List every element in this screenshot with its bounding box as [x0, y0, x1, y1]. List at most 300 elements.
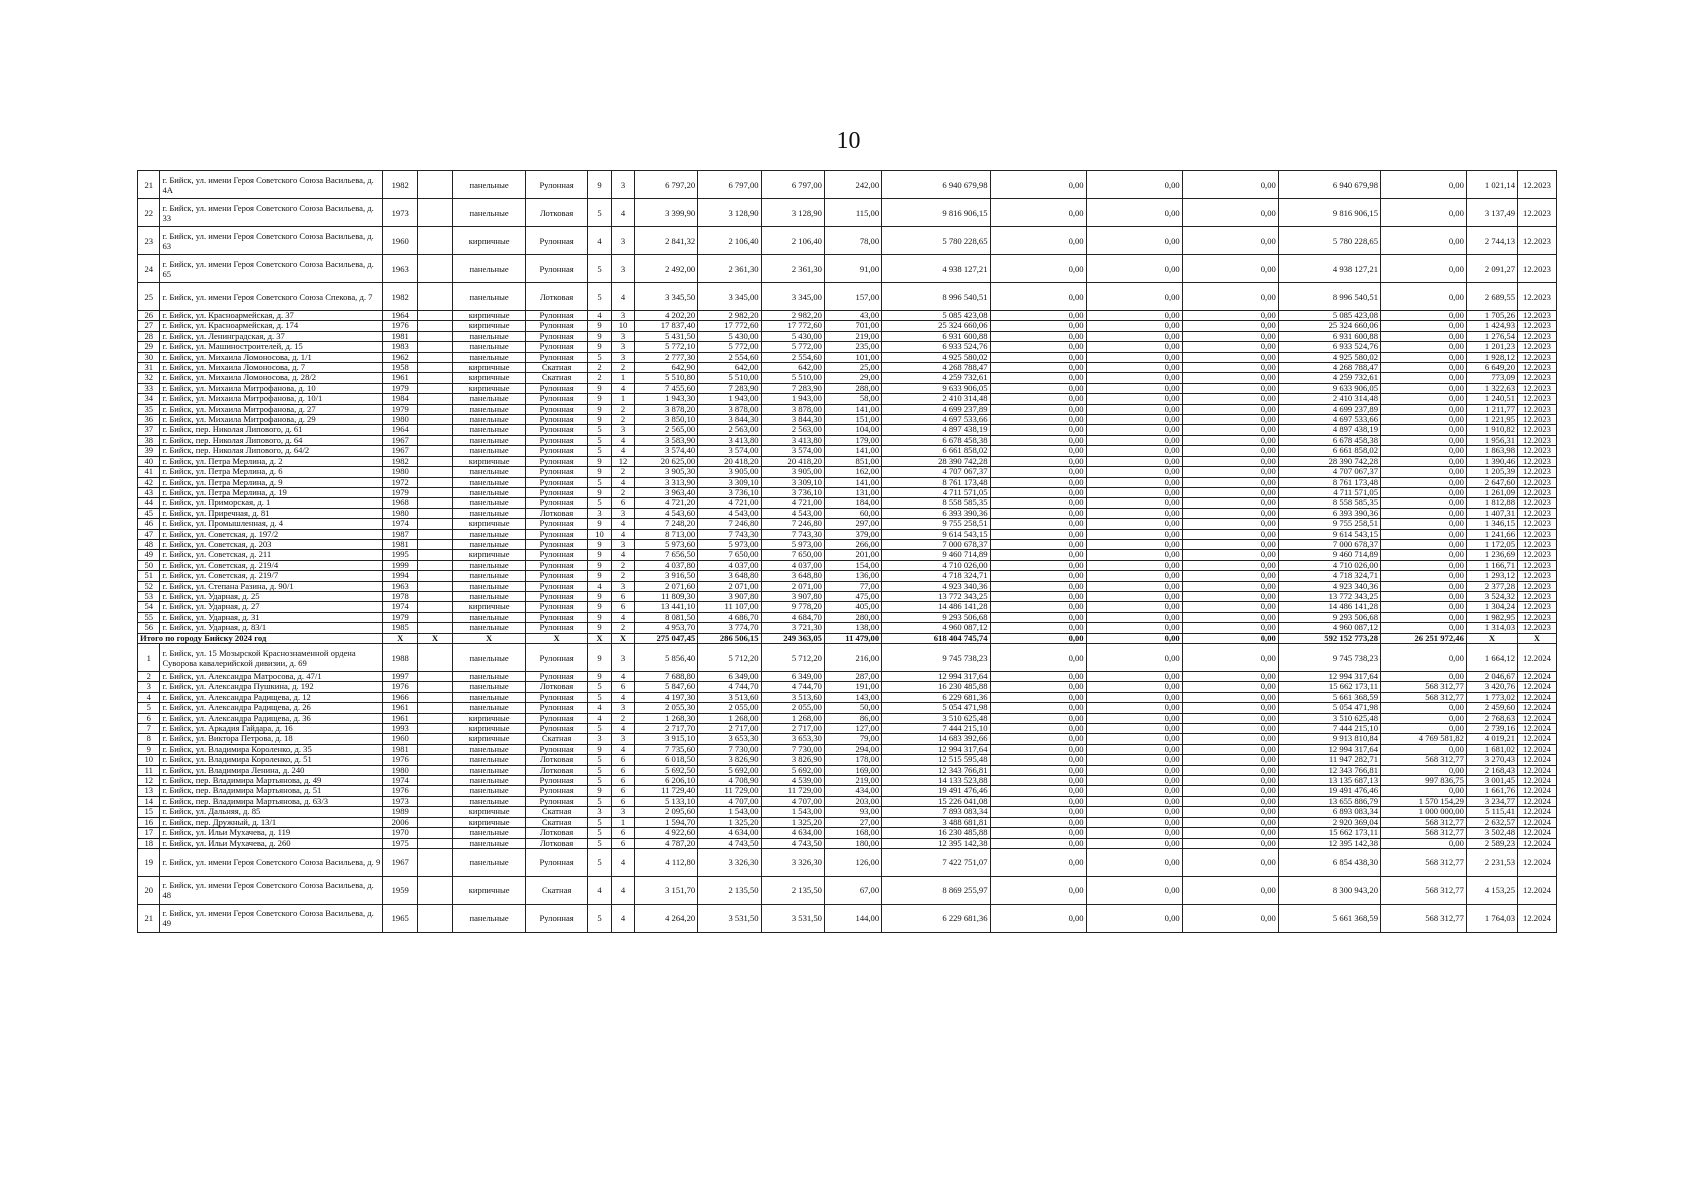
completion-date-cell: 12.2024	[1518, 703, 1557, 713]
total-unit-cost: X	[1466, 633, 1517, 643]
completion-date-cell: 12.2023	[1518, 415, 1557, 425]
total-area-cell: 5 133,10	[634, 796, 697, 806]
blank-cell-cell	[418, 477, 453, 487]
total-cost-cell: 4 697 533,66	[882, 415, 990, 425]
living-area-cell: 3 907,80	[698, 591, 761, 601]
residents-cell: 288,00	[824, 383, 881, 393]
table-row	[138, 383, 1557, 393]
total-area-cell: 4 721,20	[634, 498, 697, 508]
entrances-cell: 6	[612, 786, 634, 796]
row-number-cell: 46	[138, 519, 160, 529]
address-cell: г. Бийск, ул. Михаила Ломоносова, д. 28/2	[160, 373, 383, 383]
completion-date-cell: 12.2023	[1518, 477, 1557, 487]
roof-type-cell: Скатная	[526, 876, 587, 904]
owners-funds-cell: 4 923 340,36	[1278, 581, 1380, 591]
other-funds-cell: 0,00	[1381, 623, 1467, 633]
total-cost-cell: 9 816 906,15	[882, 199, 990, 227]
completion-date-cell: 12.2023	[1518, 602, 1557, 612]
address-cell: г. Бийск, пер. Владимира Мартьянова, д. 51	[160, 786, 383, 796]
other-funds-cell: 0,00	[1381, 415, 1467, 425]
floors-cell: 5	[587, 199, 612, 227]
completion-date-cell: 12.2023	[1518, 311, 1557, 321]
blank-cell-cell	[418, 765, 453, 775]
fund-share-cell: 0,00	[990, 848, 1086, 876]
owners-funds-cell: 19 491 476,46	[1278, 786, 1380, 796]
table-row	[138, 435, 1557, 445]
total-area-cell: 4 202,20	[634, 311, 697, 321]
roof-type-cell: Рулонная	[526, 227, 587, 255]
unit-cost-cell: 1 346,15	[1466, 519, 1517, 529]
wall-material-cell: панельные	[452, 755, 526, 765]
other-funds-cell: 997 836,75	[1381, 776, 1467, 786]
roof-type-cell: Рулонная	[526, 713, 587, 723]
regional-share-cell: 0,00	[1086, 321, 1182, 331]
other-funds-cell: 0,00	[1381, 227, 1467, 255]
completion-date-cell: 12.2023	[1518, 539, 1557, 549]
year-built-cell: 1994	[383, 571, 418, 581]
fund-share-cell: 0,00	[990, 425, 1086, 435]
total-cost-cell: 13 772 343,25	[882, 591, 990, 601]
residential-area-cell: 2 554,60	[761, 352, 824, 362]
total-cost-cell: 4 923 340,36	[882, 581, 990, 591]
table-row	[138, 776, 1557, 786]
residents-cell: 138,00	[824, 623, 881, 633]
entrances-cell: 3	[612, 734, 634, 744]
local-share-cell: 0,00	[1182, 644, 1278, 672]
residential-area-cell: 4 684,70	[761, 612, 824, 622]
blank-cell-cell	[418, 786, 453, 796]
table-row	[138, 199, 1557, 227]
regional-share-cell: 0,00	[1086, 612, 1182, 622]
table-row	[138, 602, 1557, 612]
owners-funds-cell: 6 678 458,38	[1278, 435, 1380, 445]
total-cost-cell: 16 230 485,88	[882, 682, 990, 692]
address-cell: г. Бийск, ул. имени Героя Советского Союза Васильева, д. 48	[160, 876, 383, 904]
fund-share-cell: 0,00	[990, 529, 1086, 539]
address-cell: г. Бийск, пер. Владимира Мартьянова, д. 49	[160, 776, 383, 786]
wall-material-cell: панельные	[452, 404, 526, 414]
floors-cell: 3	[587, 508, 612, 518]
floors-cell: 5	[587, 692, 612, 702]
regional-share-cell: 0,00	[1086, 529, 1182, 539]
residential-area-cell: 5 430,00	[761, 331, 824, 341]
floors-cell: 3	[587, 734, 612, 744]
table-row	[138, 539, 1557, 549]
living-area-cell: 5 510,00	[698, 373, 761, 383]
entrances-cell: 2	[612, 623, 634, 633]
unit-cost-cell: 1 424,93	[1466, 321, 1517, 331]
entrances-cell: 4	[612, 519, 634, 529]
total-area-cell: 3 850,10	[634, 415, 697, 425]
year-built-cell: 1972	[383, 477, 418, 487]
residents-cell: 294,00	[824, 744, 881, 754]
table-row	[138, 255, 1557, 283]
total-cost-cell: 6 393 390,36	[882, 508, 990, 518]
other-funds-cell: 0,00	[1381, 321, 1467, 331]
unit-cost-cell: 4 019,21	[1466, 734, 1517, 744]
floors-cell: 9	[587, 456, 612, 466]
roof-type-cell: Рулонная	[526, 602, 587, 612]
total-cost-cell: 8 996 540,51	[882, 283, 990, 311]
table-row	[138, 848, 1557, 876]
row-number-cell: 37	[138, 425, 160, 435]
fund-share-cell: 0,00	[990, 672, 1086, 682]
wall-material-cell: панельные	[452, 612, 526, 622]
total-fund-share: 0,00	[990, 633, 1086, 643]
roof-type-cell: Рулонная	[526, 394, 587, 404]
total-cost-cell: 4 268 788,47	[882, 363, 990, 373]
address-cell: г. Бийск, ул. Красноармейская, д. 37	[160, 311, 383, 321]
living-area-cell: 5 430,00	[698, 331, 761, 341]
residents-cell: 191,00	[824, 682, 881, 692]
total-area-cell: 3 915,10	[634, 734, 697, 744]
residential-area-cell: 2 361,30	[761, 255, 824, 283]
unit-cost-cell: 2 091,27	[1466, 255, 1517, 283]
blank-cell-cell	[418, 171, 453, 199]
row-number-cell: 12	[138, 776, 160, 786]
total-area-cell: 3 574,40	[634, 446, 697, 456]
local-share-cell: 0,00	[1182, 581, 1278, 591]
floors-cell: 5	[587, 765, 612, 775]
other-funds-cell: 0,00	[1381, 331, 1467, 341]
unit-cost-cell: 1 764,03	[1466, 904, 1517, 932]
year-built-cell: 1962	[383, 352, 418, 362]
blank-cell-cell	[418, 904, 453, 932]
other-funds-cell: 0,00	[1381, 713, 1467, 723]
owners-funds-cell: 9 293 506,68	[1278, 612, 1380, 622]
owners-funds-cell: 15 662 173,11	[1278, 682, 1380, 692]
floors-cell: 5	[587, 283, 612, 311]
roof-type-cell: Рулонная	[526, 383, 587, 393]
residents-cell: 851,00	[824, 456, 881, 466]
completion-date-cell: 12.2023	[1518, 487, 1557, 497]
regional-share-cell: 0,00	[1086, 848, 1182, 876]
local-share-cell: 0,00	[1182, 724, 1278, 734]
total-year: X	[383, 633, 418, 643]
address-cell: г. Бийск, пер. Николая Липового, д. 61	[160, 425, 383, 435]
total-cost-cell: 25 324 660,06	[882, 321, 990, 331]
fund-share-cell: 0,00	[990, 394, 1086, 404]
living-area-cell: 3 878,00	[698, 404, 761, 414]
residents-cell: 219,00	[824, 331, 881, 341]
table-row	[138, 876, 1557, 904]
wall-material-cell: панельные	[452, 591, 526, 601]
residents-cell: 379,00	[824, 529, 881, 539]
floors-cell: 9	[587, 331, 612, 341]
total-cost-cell: 4 707 067,37	[882, 467, 990, 477]
owners-funds-cell: 6 661 858,02	[1278, 446, 1380, 456]
row-number-cell: 49	[138, 550, 160, 560]
completion-date-cell: 12.2023	[1518, 456, 1557, 466]
residents-cell: 701,00	[824, 321, 881, 331]
other-funds-cell: 568 312,77	[1381, 755, 1467, 765]
regional-share-cell: 0,00	[1086, 456, 1182, 466]
floors-cell: 9	[587, 383, 612, 393]
local-share-cell: 0,00	[1182, 876, 1278, 904]
unit-cost-cell: 3 001,45	[1466, 776, 1517, 786]
total-area-cell: 5 856,40	[634, 644, 697, 672]
residents-cell: 475,00	[824, 591, 881, 601]
residents-cell: 67,00	[824, 876, 881, 904]
residential-area-cell: 3 905,00	[761, 467, 824, 477]
total-cost-cell: 8 869 255,97	[882, 876, 990, 904]
roof-type-cell: Рулонная	[526, 342, 587, 352]
table-row	[138, 838, 1557, 848]
blank-cell-cell	[418, 394, 453, 404]
table-row	[138, 571, 1557, 581]
other-funds-cell: 0,00	[1381, 283, 1467, 311]
unit-cost-cell: 773,09	[1466, 373, 1517, 383]
owners-funds-cell: 28 390 742,28	[1278, 456, 1380, 466]
total-cost-cell: 7 422 751,07	[882, 848, 990, 876]
total-area-cell: 8 081,50	[634, 612, 697, 622]
roof-type-cell: Рулонная	[526, 415, 587, 425]
roof-type-cell: Рулонная	[526, 848, 587, 876]
local-share-cell: 0,00	[1182, 744, 1278, 754]
other-funds-cell: 1 000 000,00	[1381, 807, 1467, 817]
living-area-cell: 3 648,80	[698, 571, 761, 581]
other-funds-cell: 0,00	[1381, 477, 1467, 487]
living-area-cell: 7 743,30	[698, 529, 761, 539]
entrances-cell: 1	[612, 394, 634, 404]
completion-date-cell: 12.2023	[1518, 529, 1557, 539]
total-cost-cell: 12 343 766,81	[882, 765, 990, 775]
other-funds-cell: 0,00	[1381, 498, 1467, 508]
unit-cost-cell: 2 689,55	[1466, 283, 1517, 311]
entrances-cell: 2	[612, 467, 634, 477]
entrances-cell: 6	[612, 591, 634, 601]
owners-funds-cell: 13 655 886,79	[1278, 796, 1380, 806]
total-area-cell: 5 692,50	[634, 765, 697, 775]
fund-share-cell: 0,00	[990, 311, 1086, 321]
entrances-cell: 12	[612, 456, 634, 466]
fund-share-cell: 0,00	[990, 550, 1086, 560]
floors-cell: 9	[587, 342, 612, 352]
local-share-cell: 0,00	[1182, 311, 1278, 321]
completion-date-cell: 12.2024	[1518, 682, 1557, 692]
table-row	[138, 692, 1557, 702]
fund-share-cell: 0,00	[990, 456, 1086, 466]
completion-date-cell: 12.2024	[1518, 838, 1557, 848]
other-funds-cell: 0,00	[1381, 744, 1467, 754]
roof-type-cell: Лотковая	[526, 838, 587, 848]
regional-share-cell: 0,00	[1086, 672, 1182, 682]
regional-share-cell: 0,00	[1086, 581, 1182, 591]
wall-material-cell: кирпичные	[452, 807, 526, 817]
unit-cost-cell: 2 744,13	[1466, 227, 1517, 255]
regional-share-cell: 0,00	[1086, 703, 1182, 713]
blank-cell-cell	[418, 744, 453, 754]
living-area-cell: 17 772,60	[698, 321, 761, 331]
residents-cell: 115,00	[824, 199, 881, 227]
row-number-cell: 10	[138, 755, 160, 765]
blank-cell-cell	[418, 498, 453, 508]
local-share-cell: 0,00	[1182, 838, 1278, 848]
table-row	[138, 311, 1557, 321]
address-cell: г. Бийск, ул. Александра Матросова, д. 47/1	[160, 672, 383, 682]
completion-date-cell: 12.2023	[1518, 550, 1557, 560]
regional-share-cell: 0,00	[1086, 807, 1182, 817]
entrances-cell: 4	[612, 199, 634, 227]
total-area-cell: 5 510,80	[634, 373, 697, 383]
total-cost-cell: 6 940 679,98	[882, 171, 990, 199]
year-built-cell: 1961	[383, 713, 418, 723]
residents-cell: 201,00	[824, 550, 881, 560]
local-share-cell: 0,00	[1182, 331, 1278, 341]
table-row	[138, 404, 1557, 414]
fund-share-cell: 0,00	[990, 755, 1086, 765]
entrances-cell: 6	[612, 765, 634, 775]
living-area-cell: 3 413,80	[698, 435, 761, 445]
roof-type-cell: Лотковая	[526, 682, 587, 692]
completion-date-cell: 12.2023	[1518, 519, 1557, 529]
living-area-cell: 642,00	[698, 363, 761, 373]
address-cell: г. Бийск, ул. Приречная, д. 81	[160, 508, 383, 518]
residents-cell: 141,00	[824, 404, 881, 414]
local-share-cell: 0,00	[1182, 796, 1278, 806]
row-number-cell: 41	[138, 467, 160, 477]
address-cell: г. Бийск, ул. имени Героя Советского Союза Васильева, д. 9	[160, 848, 383, 876]
wall-material-cell: панельные	[452, 744, 526, 754]
total-cost-cell: 19 491 476,46	[882, 786, 990, 796]
table-row	[138, 560, 1557, 570]
other-funds-cell: 568 312,77	[1381, 828, 1467, 838]
unit-cost-cell: 1 705,26	[1466, 311, 1517, 321]
table-row	[138, 724, 1557, 734]
wall-material-cell: панельные	[452, 171, 526, 199]
total-cost-cell: 4 710 026,00	[882, 560, 990, 570]
residential-area-cell: 5 772,00	[761, 342, 824, 352]
total-area-cell: 4 037,80	[634, 560, 697, 570]
other-funds-cell: 0,00	[1381, 571, 1467, 581]
owners-funds-cell: 4 710 026,00	[1278, 560, 1380, 570]
owners-funds-cell: 12 395 142,38	[1278, 838, 1380, 848]
year-built-cell: 1965	[383, 904, 418, 932]
table-row	[138, 415, 1557, 425]
blank-cell-cell	[418, 456, 453, 466]
wall-material-cell: панельные	[452, 623, 526, 633]
houses-table-container	[137, 170, 1557, 933]
floors-cell: 4	[587, 581, 612, 591]
residential-area-cell: 3 128,90	[761, 199, 824, 227]
floors-cell: 5	[587, 904, 612, 932]
wall-material-cell: панельные	[452, 560, 526, 570]
living-area-cell: 6 349,00	[698, 672, 761, 682]
address-cell: г. Бийск, ул. Дальняя, д. 85	[160, 807, 383, 817]
completion-date-cell: 12.2023	[1518, 373, 1557, 383]
row-number-cell: 32	[138, 373, 160, 383]
living-area-cell: 3 513,60	[698, 692, 761, 702]
other-funds-cell: 0,00	[1381, 487, 1467, 497]
year-built-cell: 1983	[383, 342, 418, 352]
residents-cell: 287,00	[824, 672, 881, 682]
regional-share-cell: 0,00	[1086, 311, 1182, 321]
wall-material-cell: панельные	[452, 487, 526, 497]
address-cell: г. Бийск, ул. Александра Радищева, д. 36	[160, 713, 383, 723]
total-regional-share: 0,00	[1086, 633, 1182, 643]
unit-cost-cell: 2 632,57	[1466, 817, 1517, 827]
residential-area-cell: 3 326,30	[761, 848, 824, 876]
unit-cost-cell: 1 982,95	[1466, 612, 1517, 622]
floors-cell: 5	[587, 848, 612, 876]
total-cost-cell: 8 761 173,48	[882, 477, 990, 487]
entrances-cell: 6	[612, 796, 634, 806]
entrances-cell: 3	[612, 703, 634, 713]
year-built-cell: 1989	[383, 807, 418, 817]
local-share-cell: 0,00	[1182, 682, 1278, 692]
regional-share-cell: 0,00	[1086, 487, 1182, 497]
residential-area-cell: 6 797,00	[761, 171, 824, 199]
entrances-cell: 4	[612, 383, 634, 393]
floors-cell: 5	[587, 796, 612, 806]
year-built-cell: 1984	[383, 394, 418, 404]
other-funds-cell: 0,00	[1381, 612, 1467, 622]
entrances-cell: 10	[612, 321, 634, 331]
total-area-cell: 3 963,40	[634, 487, 697, 497]
living-area-cell: 2 554,60	[698, 352, 761, 362]
local-share-cell: 0,00	[1182, 342, 1278, 352]
blank-cell-cell	[418, 612, 453, 622]
owners-funds-cell: 9 755 258,51	[1278, 519, 1380, 529]
completion-date-cell: 12.2023	[1518, 498, 1557, 508]
total-residents: 11 479,00	[824, 633, 881, 643]
regional-share-cell: 0,00	[1086, 331, 1182, 341]
owners-funds-cell: 2 920 369,04	[1278, 817, 1380, 827]
residential-area-cell: 20 418,20	[761, 456, 824, 466]
blank-cell-cell	[418, 817, 453, 827]
regional-share-cell: 0,00	[1086, 744, 1182, 754]
residential-area-cell: 4 743,50	[761, 838, 824, 848]
total-area-cell: 5 431,50	[634, 331, 697, 341]
completion-date-cell: 12.2024	[1518, 672, 1557, 682]
owners-funds-cell: 12 994 317,64	[1278, 744, 1380, 754]
year-built-cell: 1982	[383, 456, 418, 466]
fund-share-cell: 0,00	[990, 734, 1086, 744]
fund-share-cell: 0,00	[990, 171, 1086, 199]
completion-date-cell: 12.2024	[1518, 817, 1557, 827]
fund-share-cell: 0,00	[990, 487, 1086, 497]
year-built-cell: 1963	[383, 255, 418, 283]
floors-cell: 9	[587, 487, 612, 497]
living-area-cell: 4 037,00	[698, 560, 761, 570]
fund-share-cell: 0,00	[990, 321, 1086, 331]
other-funds-cell: 0,00	[1381, 467, 1467, 477]
unit-cost-cell: 6 649,20	[1466, 363, 1517, 373]
completion-date-cell: 12.2024	[1518, 734, 1557, 744]
floors-cell: 9	[587, 550, 612, 560]
fund-share-cell: 0,00	[990, 415, 1086, 425]
row-number-cell: 22	[138, 199, 160, 227]
local-share-cell: 0,00	[1182, 404, 1278, 414]
residents-cell: 242,00	[824, 171, 881, 199]
blank-cell-cell	[418, 487, 453, 497]
other-funds-cell: 0,00	[1381, 519, 1467, 529]
fund-share-cell: 0,00	[990, 807, 1086, 817]
row-number-cell: 23	[138, 227, 160, 255]
address-cell: г. Бийск, ул. имени Героя Советского Союза Спекова, д. 7	[160, 283, 383, 311]
regional-share-cell: 0,00	[1086, 828, 1182, 838]
address-cell: г. Бийск, ул. Владимира Короленко, д. 51	[160, 755, 383, 765]
blank-cell-cell	[418, 373, 453, 383]
total-cost-cell: 6 678 458,38	[882, 435, 990, 445]
entrances-cell: 4	[612, 550, 634, 560]
address-cell: г. Бийск, ул. Промышленная, д. 4	[160, 519, 383, 529]
table-row	[138, 498, 1557, 508]
address-cell: г. Бийск, ул. Ударная, д. 31	[160, 612, 383, 622]
fund-share-cell: 0,00	[990, 623, 1086, 633]
table-row	[138, 796, 1557, 806]
wall-material-cell: панельные	[452, 682, 526, 692]
